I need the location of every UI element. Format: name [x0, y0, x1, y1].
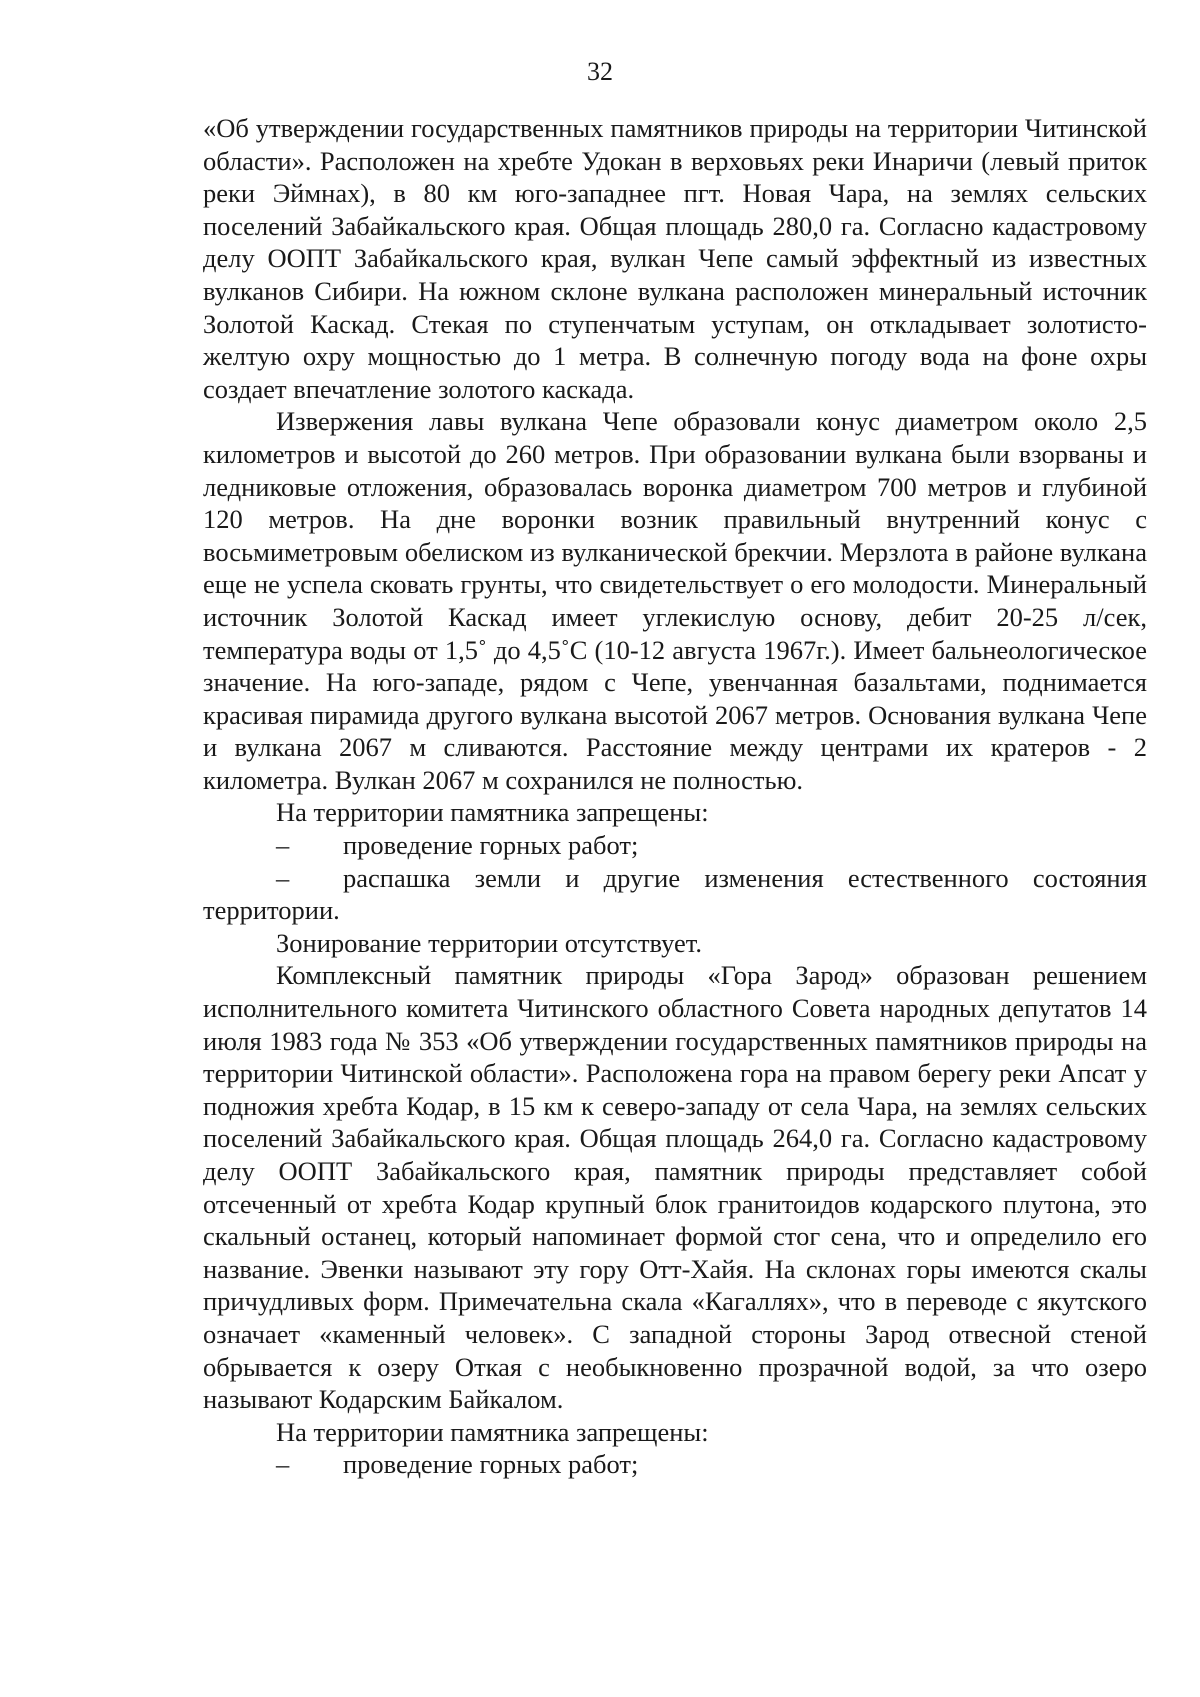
list-item	[203, 829, 1147, 862]
page-number: 32	[587, 57, 613, 86]
paragraph-prohibitions-heading: На территории памятника запрещены:	[276, 1416, 709, 1447]
list-dash: –	[276, 862, 290, 893]
paragraph-volcano-eruption: Извержения лавы вулкана Чепе образовали конус диаметром около 2,5 километров и высотой до 260 метров. При образовании вулкана были взорваны и ледниковые отложения, образовалась воронка диаметром 700 метров и глубиной 120 метров. На дне воронки возник правильный внутренний конус с восьмиметровым обелиском из вулканической брекчии. Мерзлота в районе вулкана еще не успела сковать грунты, что свидетельствует о его молодости. Минеральный источник Золотой Каскад имеет углекислую основу, дебит 20-25 л/сек, температура воды от 1,5˚ до 4,5˚С (10-12 августа 1967г.). Имеет бальнеологическое значение. На юго-западе, рядом с Чепе, увенчанная базальтами, поднимается красивая пирамида другого вулкана высотой 2067 метров. Основания вулкана Чепе и вулкана 2067 м сливаются. Расстояние между центрами их кратеров - 2 километра. Вулкан 2067 м сохранился не полностью.	[203, 406, 1147, 795]
paragraph-prohibitions-heading: На территории памятника запрещены:	[276, 797, 709, 828]
paragraph-zoning: Зонирование территории отсутствует.	[276, 927, 703, 958]
list-item	[203, 1448, 1147, 1481]
list-dash: –	[276, 830, 290, 861]
document-body	[203, 112, 1147, 1481]
paragraph-mount-zarod: Комплексный памятник природы «Гора Зарод» образован решением исполнительного комитета Читинского областного Совета народных депутатов 14 июля 1983 года № 353 «Об утверждении государственных памятников природы на территории Читинской области». Расположена гора на правом берегу реки Апсат у подножия хребта Кодар, в 15 км к северо-западу от села Чара, на землях сельских поселений Забайкальского края. Общая площадь 264,0 га. Согласно кадастровому делу ООПТ Забайкальского края, памятник природы представляет собой отсеченный от хребта Кодар крупный блок гранитоидов кодарского плутона, это скальный останец, который напоминает формой стог сена, что и определило его название. Эвенки называют эту гору Отт-Хайя. На склонах горы имеются скалы причудливых форм. Примечательна скала «Кагаллях», что в переводе с якутского означает «каменный человек». С западной стороны Зарод отвесной стеной обрывается к озеру Откая с необыкновенно прозрачной водой, за что озеро называют Кодарским Байкалом.	[203, 960, 1147, 1415]
list-item-text: проведение горных работ;	[343, 1449, 639, 1480]
list-item-text: распашка земли и другие изменения естественного состояния территории.	[203, 862, 1147, 926]
paragraph-continuation: «Об утверждении государственных памятников природы на территории Читинской области». Расположен на хребте Удокан в верховьях реки Инаричи (левый приток реки Эймнах), в 80 км юго-западнее пгт. Новая Чара, на землях сельских поселений Забайкальского края. Общая площадь 280,0 га. Согласно кадастровому делу ООПТ Забайкальского края, вулкан Чепе самый эффектный из известных вулканов Сибири. На южном склоне вулкана расположен минеральный источник Золотой Каскад. Стекая по ступенчатым уступам, он откладывает золотисто-желтую охру мощностью до 1 метра. В солнечную погоду вода на фоне охры создает впечатление золотого каскада.	[203, 113, 1147, 404]
list-item	[203, 862, 1147, 927]
list-item-text: проведение горных работ;	[343, 830, 639, 861]
list-dash: –	[276, 1449, 290, 1480]
